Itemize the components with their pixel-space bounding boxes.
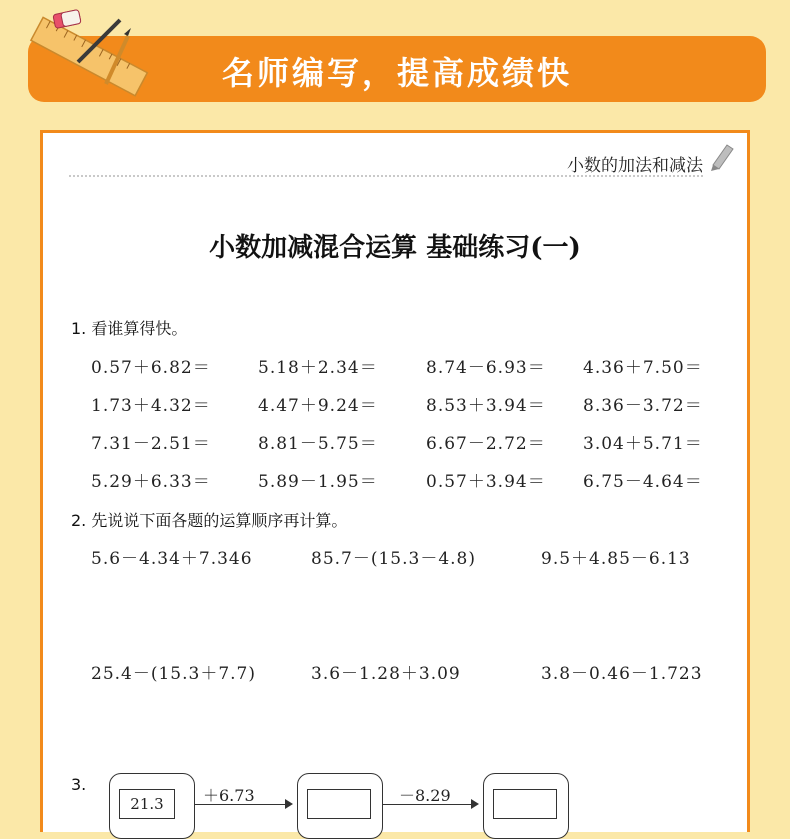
- arrow-1-head: [285, 799, 293, 809]
- q1-expression: 0.57＋3.94＝: [426, 472, 546, 492]
- divider: [69, 175, 703, 177]
- banner-title: 名师编写，提高成绩快: [221, 54, 572, 92]
- arrow-1: [195, 804, 285, 805]
- answer-box-2[interactable]: [493, 789, 557, 819]
- topic-label: 小数的加法和减法: [567, 156, 703, 176]
- q1-expression: 8.81－5.75＝: [258, 434, 378, 454]
- q1-expression: 5.18＋2.34＝: [258, 358, 378, 378]
- q1-expression: 8.74－6.93＝: [426, 358, 546, 378]
- q2-expression: 5.6－4.34＋7.346: [91, 549, 253, 569]
- q1-expression: 1.73＋4.32＝: [91, 396, 211, 416]
- q2-expression: 85.7－(15.3－4.8): [311, 549, 477, 569]
- pencil-icon: [707, 141, 735, 171]
- q2-expression: 3.8－0.46－1.723: [541, 664, 703, 684]
- step-2-label: －8.29: [399, 786, 451, 805]
- q1-expression: 4.36＋7.50＝: [583, 358, 703, 378]
- q1-expression: 8.36－3.72＝: [583, 396, 703, 416]
- q1-expression: 3.04＋5.71＝: [583, 434, 703, 454]
- q1-expression: 5.29＋6.33＝: [91, 472, 211, 492]
- start-value-box: 21.3: [119, 789, 175, 819]
- arrow-2: [383, 804, 471, 805]
- q1-expression: 8.53＋3.94＝: [426, 396, 546, 416]
- q2-expression: 3.6－1.28＋3.09: [311, 664, 461, 684]
- worksheet-title: 小数加减混合运算 基础练习(一): [209, 233, 581, 263]
- q2-expression: 9.5＋4.85－6.13: [541, 549, 691, 569]
- answer-box-1[interactable]: [307, 789, 371, 819]
- q1-expression: 7.31－2.51＝: [91, 434, 211, 454]
- q1-expression: 6.75－4.64＝: [583, 472, 703, 492]
- q1-expression: 5.89－1.95＝: [258, 472, 378, 492]
- question-3-label: 3.: [71, 775, 87, 794]
- q1-expression: 4.47＋9.24＝: [258, 396, 378, 416]
- question-2-label: 2. 先说说下面各题的运算顺序再计算。: [71, 511, 348, 530]
- q1-expression: 0.57＋6.82＝: [91, 358, 211, 378]
- step-1-label: ＋6.73: [203, 786, 255, 805]
- arrow-2-head: [471, 799, 479, 809]
- q1-expression: 6.67－2.72＝: [426, 434, 546, 454]
- question-1-label: 1. 看谁算得快。: [71, 319, 188, 338]
- ruler-pencil-icon: [20, 6, 150, 116]
- q2-expression: 25.4－(15.3＋7.7): [91, 664, 257, 684]
- worksheet-paper: [40, 130, 750, 832]
